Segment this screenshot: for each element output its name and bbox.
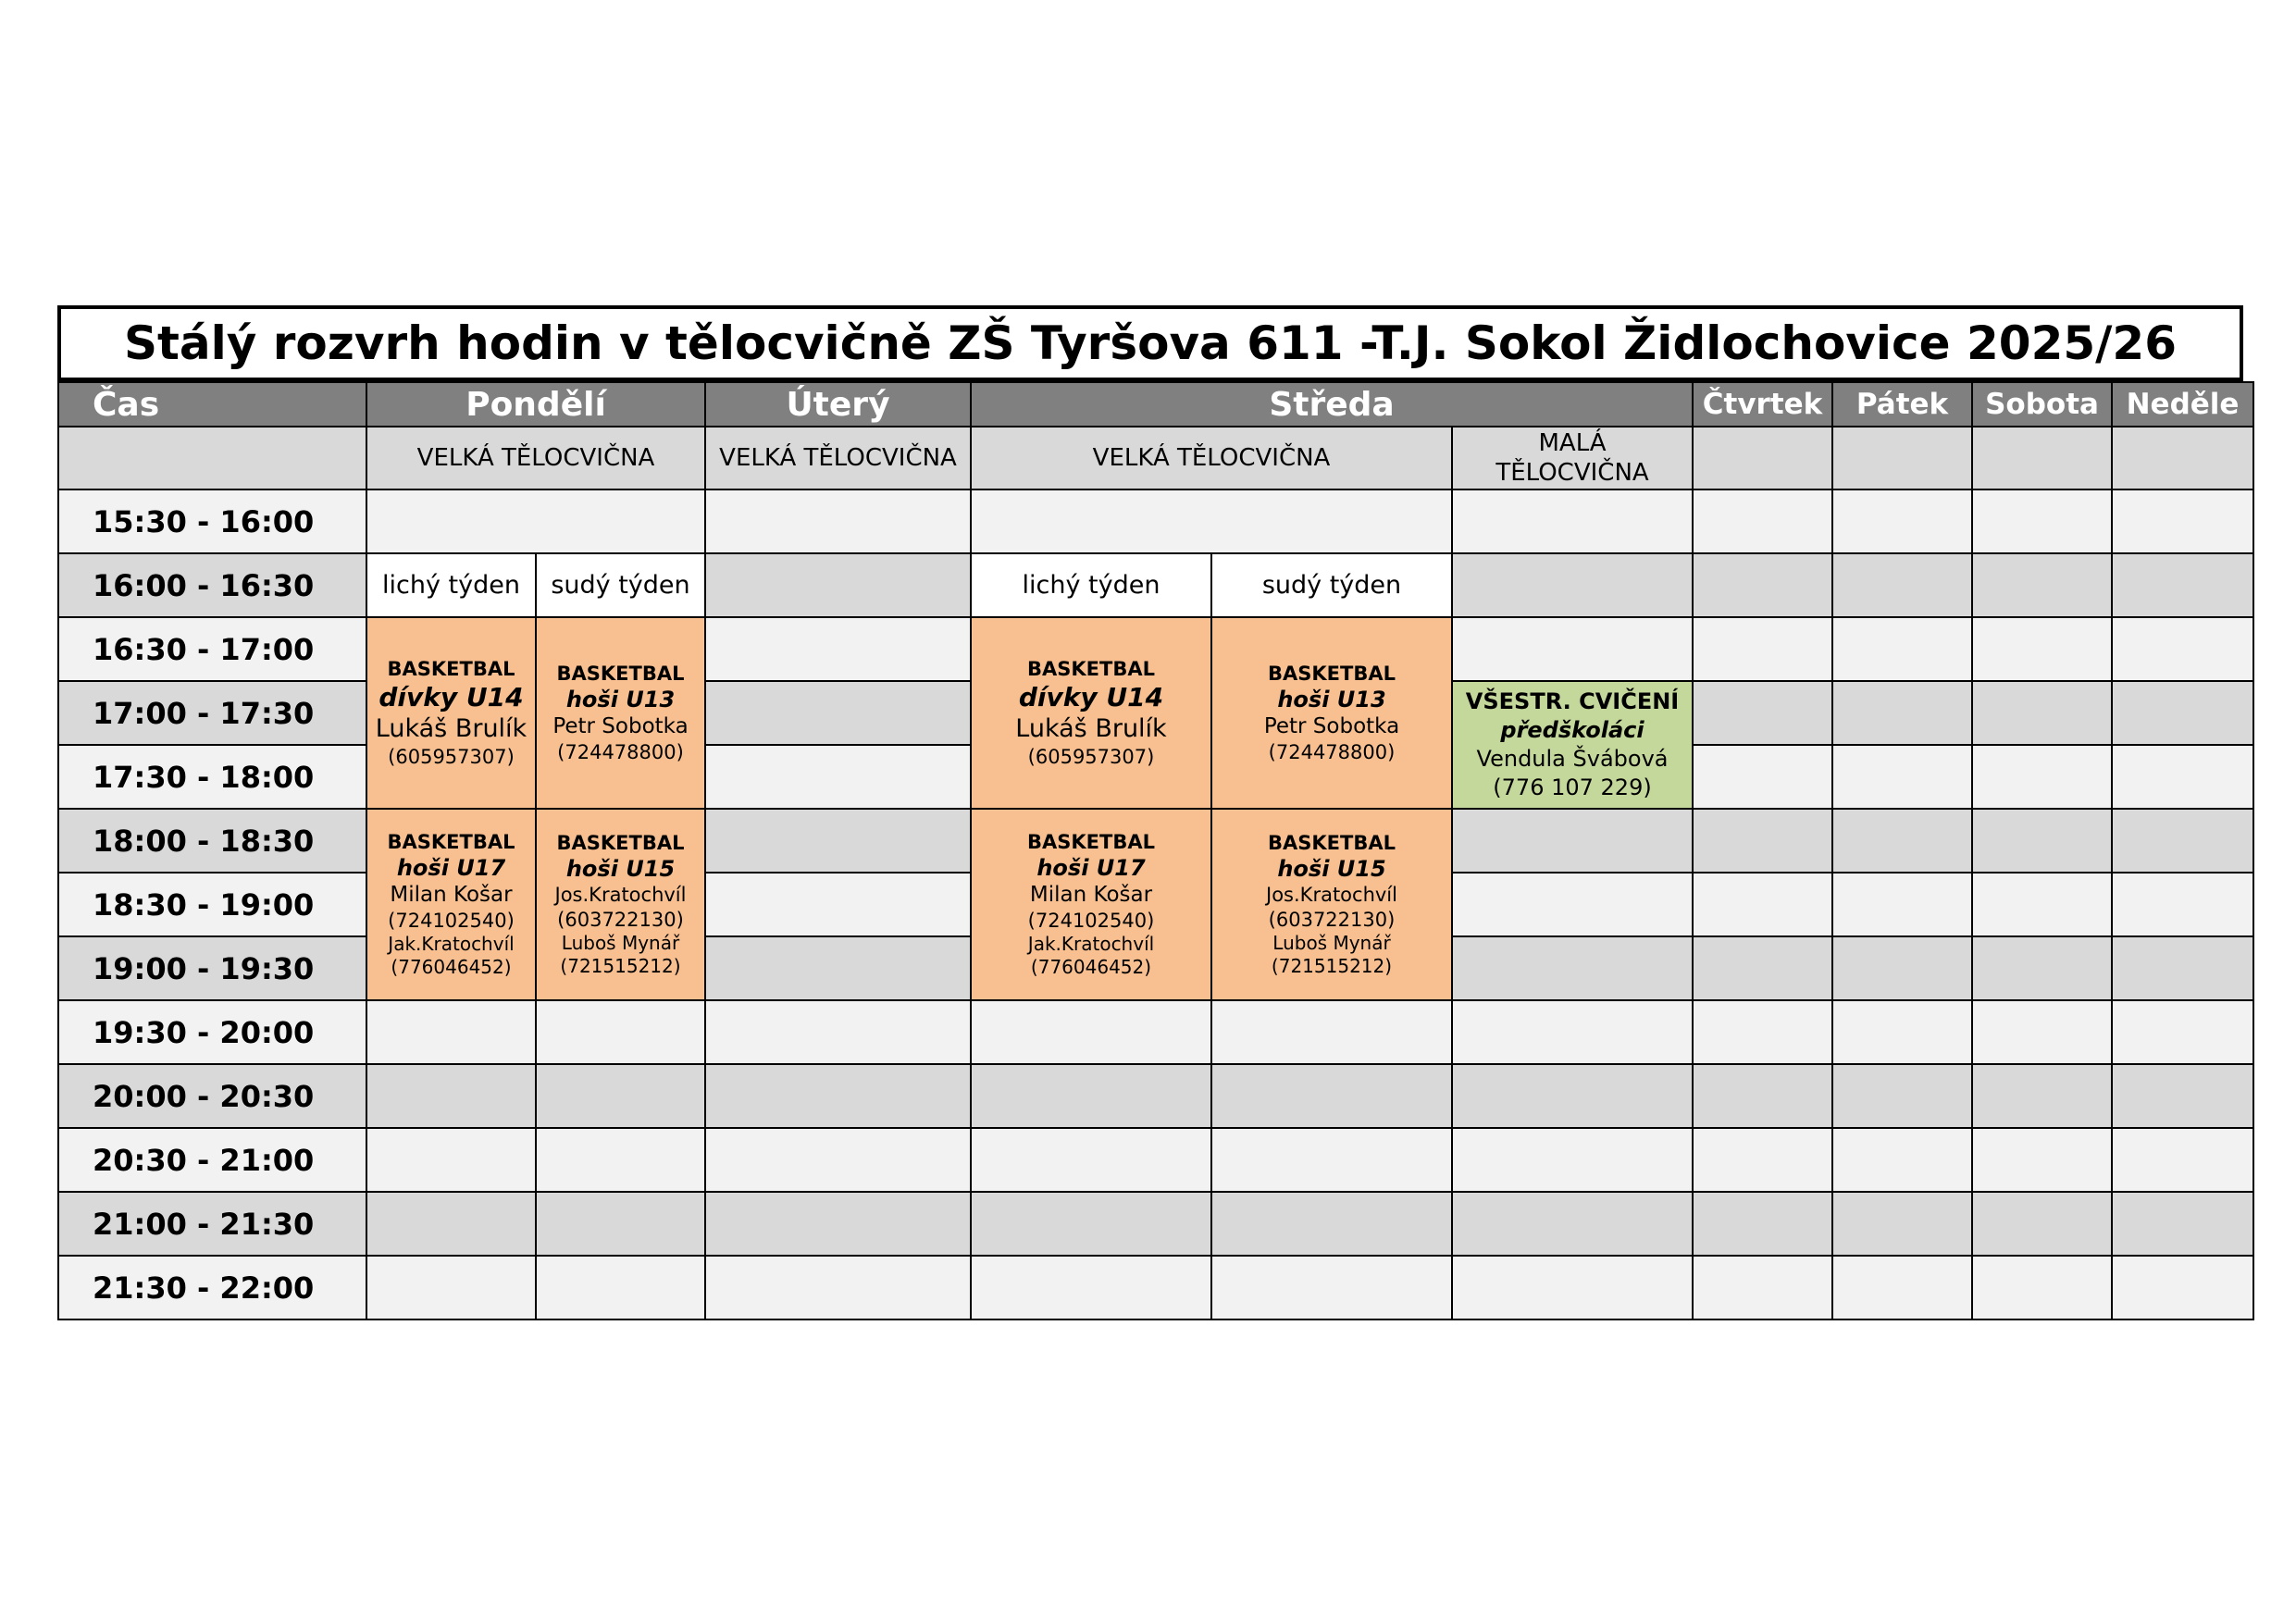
time-label: 16:30 - 17:00 <box>58 617 366 681</box>
time-label: 20:30 - 21:00 <box>58 1128 366 1192</box>
empty-cell <box>705 745 971 809</box>
empty-cell <box>2112 553 2253 617</box>
week-even-label: sudý týden <box>536 553 705 617</box>
empty-cell <box>2112 617 2253 681</box>
session-coach: Milan Košar <box>1029 883 1153 908</box>
page-title: Stálý rozvrh hodin v tělocvičně ZŠ Tyršova 611 -T.J. Sokol Židlochovice 2025/26 <box>57 305 2243 381</box>
session-coach: Petr Sobotka <box>1263 714 1400 739</box>
time-row <box>58 809 2253 873</box>
empty-cell <box>2112 1064 2253 1128</box>
session-phone-2: (721515212) <box>560 954 681 977</box>
time-row <box>58 1192 2253 1256</box>
empty-cell <box>1972 681 2112 745</box>
time-row <box>58 553 2253 617</box>
empty-cell <box>1452 936 1693 1000</box>
empty-cell <box>1972 809 2112 873</box>
empty-cell <box>1693 1192 1832 1256</box>
time-row <box>58 1128 2253 1192</box>
session-block-monday-hosi-u15 <box>536 809 705 1000</box>
empty-cell <box>1832 489 1972 553</box>
session-sport: BASKETBAL <box>556 662 685 685</box>
schedule-sheet <box>57 305 2243 1320</box>
session-phone: (603722130) <box>557 908 684 931</box>
session-coach: Jos.Kratochvíl <box>554 884 687 907</box>
week-odd-label: lichý týden <box>971 553 1211 617</box>
session-group: hoši U17 <box>396 855 506 882</box>
empty-cell <box>1832 1128 1972 1192</box>
time-label: 19:00 - 19:30 <box>58 936 366 1000</box>
empty-cell <box>1452 1192 1693 1256</box>
session-block-wednesday-divky-u14 <box>971 617 1211 809</box>
empty-cell <box>1832 809 1972 873</box>
time-label: 21:00 - 21:30 <box>58 1192 366 1256</box>
session-block-monday-hosi-u13 <box>536 617 705 809</box>
time-row <box>58 1064 2253 1128</box>
session-phone: (724478800) <box>1268 740 1396 763</box>
session-sport: BASKETBAL <box>1027 657 1155 680</box>
empty-cell <box>1211 1192 1452 1256</box>
empty-cell <box>971 1128 1211 1192</box>
empty-cell <box>705 617 971 681</box>
gym-thursday <box>1693 427 1832 489</box>
schedule-table <box>57 381 2254 1320</box>
empty-cell <box>536 1256 705 1319</box>
time-label: 19:30 - 20:00 <box>58 1000 366 1064</box>
session-group: hoši U13 <box>565 687 676 713</box>
time-label: 21:30 - 22:00 <box>58 1256 366 1319</box>
time-label: 17:00 - 17:30 <box>58 681 366 745</box>
day-header-row <box>58 382 2253 427</box>
empty-cell <box>1693 553 1832 617</box>
empty-cell <box>1452 1128 1693 1192</box>
empty-cell <box>705 681 971 745</box>
session-sport: BASKETBAL <box>1268 662 1396 685</box>
time-label: 18:00 - 18:30 <box>58 809 366 873</box>
time-label: 15:30 - 16:00 <box>58 489 366 553</box>
session-coach-2: Jak.Kratochvíl <box>1027 933 1155 956</box>
empty-cell <box>1972 1192 2112 1256</box>
empty-cell <box>1693 809 1832 873</box>
gym-wednesday-small <box>1452 427 1693 489</box>
empty-cell <box>2112 1256 2253 1319</box>
empty-cell <box>1832 553 1972 617</box>
time-label: 18:30 - 19:00 <box>58 873 366 936</box>
header-time: Čas <box>58 382 366 427</box>
empty-cell <box>971 1000 1211 1064</box>
session-phone-2: (721515212) <box>1271 954 1393 977</box>
session-block-wednesday-predskolaci <box>1452 681 1693 809</box>
session-block-wednesday-hosi-u13 <box>1211 617 1452 809</box>
empty-cell <box>1972 1000 2112 1064</box>
session-coach: Milan Košar <box>390 883 513 908</box>
gym-small-line2: TĚLOCVIČNA <box>1496 459 1649 487</box>
session-coach: Lukáš Brulík <box>1015 714 1167 744</box>
empty-cell <box>705 553 971 617</box>
empty-cell <box>2112 489 2253 553</box>
session-phone: (724478800) <box>557 740 684 763</box>
empty-cell <box>366 1000 536 1064</box>
session-group: hoši U17 <box>1036 855 1146 882</box>
week-even-label: sudý týden <box>1211 553 1452 617</box>
empty-cell <box>971 1256 1211 1319</box>
session-block-wednesday-hosi-u15 <box>1211 809 1452 1000</box>
session-group: dívky U14 <box>379 682 524 713</box>
session-group: předškoláci <box>1500 716 1644 743</box>
empty-cell <box>1693 1256 1832 1319</box>
gym-sunday <box>2112 427 2253 489</box>
empty-cell <box>2112 873 2253 936</box>
empty-cell <box>1693 681 1832 745</box>
empty-cell <box>1452 809 1693 873</box>
empty-cell <box>1452 1064 1693 1128</box>
empty-cell <box>2112 936 2253 1000</box>
session-block-wednesday-hosi-u17 <box>971 809 1211 1000</box>
gym-wednesday-large: VELKÁ TĚLOCVIČNA <box>971 427 1452 489</box>
header-sunday: Neděle <box>2112 382 2253 427</box>
empty-cell <box>1832 1192 1972 1256</box>
empty-cell <box>1211 1000 1452 1064</box>
empty-cell <box>366 1192 536 1256</box>
session-phone: (605957307) <box>1027 745 1155 768</box>
header-tuesday: Úterý <box>705 382 971 427</box>
time-row <box>58 1000 2253 1064</box>
session-coach: Lukáš Brulík <box>375 714 527 744</box>
header-wednesday: Středa <box>971 382 1693 427</box>
empty-cell <box>705 873 971 936</box>
session-phone-2: (776046452) <box>391 956 512 979</box>
empty-cell <box>536 1192 705 1256</box>
empty-cell <box>705 1000 971 1064</box>
empty-cell <box>2112 809 2253 873</box>
header-thursday: Čtvrtek <box>1693 382 1832 427</box>
empty-cell <box>2112 1128 2253 1192</box>
session-sport: BASKETBAL <box>387 657 515 680</box>
empty-cell <box>1693 745 1832 809</box>
session-phone: (724102540) <box>1027 909 1155 932</box>
empty-cell <box>1972 553 2112 617</box>
session-group: hoši U13 <box>1277 687 1386 713</box>
week-odd-label: lichý týden <box>366 553 536 617</box>
empty-cell <box>1972 873 2112 936</box>
empty-cell <box>1693 873 1832 936</box>
empty-cell <box>1452 1256 1693 1319</box>
time-row <box>58 617 2253 681</box>
gym-small-line1: MALÁ <box>1538 429 1607 457</box>
empty-cell <box>1972 617 2112 681</box>
session-block-monday-hosi-u17 <box>366 809 536 1000</box>
time-label: 17:30 - 18:00 <box>58 745 366 809</box>
empty-cell <box>705 809 971 873</box>
empty-cell <box>1972 1128 2112 1192</box>
empty-cell <box>1211 1128 1452 1192</box>
empty-cell <box>1693 1064 1832 1128</box>
empty-cell <box>705 936 971 1000</box>
empty-cell <box>1211 1064 1452 1128</box>
session-coach-2: Jak.Kratochvíl <box>388 933 515 956</box>
empty-cell <box>1693 936 1832 1000</box>
empty-cell <box>2112 745 2253 809</box>
session-phone-2: (776046452) <box>1030 956 1152 979</box>
time-label: 20:00 - 20:30 <box>58 1064 366 1128</box>
session-coach: Vendula Švábová <box>1476 746 1669 772</box>
gym-tuesday-large: VELKÁ TĚLOCVIČNA <box>705 427 971 489</box>
empty-cell <box>1693 1000 1832 1064</box>
empty-cell <box>1832 1064 1972 1128</box>
session-phone: (603722130) <box>1268 908 1396 931</box>
gym-empty-cell <box>58 427 366 489</box>
empty-cell <box>1832 745 1972 809</box>
empty-cell <box>1452 873 1693 936</box>
session-block-monday-divky-u14 <box>366 617 536 809</box>
empty-cell <box>705 1256 971 1319</box>
session-phone: (776 107 229) <box>1493 774 1652 801</box>
session-sport: BASKETBAL <box>387 830 515 853</box>
session-group: hoši U15 <box>1277 856 1386 883</box>
empty-cell <box>2112 681 2253 745</box>
header-saturday: Sobota <box>1972 382 2112 427</box>
session-sport: BASKETBAL <box>556 832 685 855</box>
gym-monday-large: VELKÁ TĚLOCVIČNA <box>366 427 705 489</box>
empty-cell <box>366 1256 536 1319</box>
empty-cell <box>705 489 971 553</box>
empty-cell <box>1972 1064 2112 1128</box>
empty-cell <box>1972 745 2112 809</box>
empty-cell <box>1211 1256 1452 1319</box>
empty-cell <box>1693 617 1832 681</box>
empty-cell <box>1972 936 2112 1000</box>
empty-cell <box>1832 936 1972 1000</box>
session-group: dívky U14 <box>1018 682 1164 713</box>
session-coach-2: Luboš Mynář <box>561 931 680 954</box>
empty-cell <box>1452 617 1693 681</box>
session-sport: BASKETBAL <box>1268 832 1396 855</box>
session-title: VŠESTR. CVIČENÍ <box>1465 688 1680 714</box>
empty-cell <box>1832 617 1972 681</box>
session-group: hoši U15 <box>565 856 676 883</box>
empty-cell <box>1832 681 1972 745</box>
empty-cell <box>1452 1000 1693 1064</box>
empty-cell <box>1832 873 1972 936</box>
time-row <box>58 1256 2253 1319</box>
empty-cell <box>1452 489 1693 553</box>
empty-cell <box>705 1192 971 1256</box>
header-monday: Pondělí <box>366 382 705 427</box>
empty-cell <box>1832 1256 1972 1319</box>
empty-cell <box>1972 489 2112 553</box>
session-phone: (605957307) <box>388 745 515 768</box>
empty-cell <box>366 1128 536 1192</box>
empty-cell <box>1693 1128 1832 1192</box>
empty-cell <box>536 1128 705 1192</box>
session-coach: Jos.Kratochvíl <box>1266 884 1397 907</box>
empty-cell <box>705 1064 971 1128</box>
empty-cell <box>705 1128 971 1192</box>
empty-cell <box>1972 1256 2112 1319</box>
empty-cell <box>2112 1000 2253 1064</box>
empty-cell <box>971 489 1452 553</box>
empty-cell <box>971 1064 1211 1128</box>
empty-cell <box>2112 1192 2253 1256</box>
empty-cell <box>536 1064 705 1128</box>
empty-cell <box>1832 1000 1972 1064</box>
empty-cell <box>366 489 705 553</box>
session-coach-2: Luboš Mynář <box>1272 931 1391 954</box>
time-row <box>58 489 2253 553</box>
gym-row <box>58 427 2253 489</box>
empty-cell <box>536 1000 705 1064</box>
header-friday: Pátek <box>1832 382 1972 427</box>
gym-saturday <box>1972 427 2112 489</box>
gym-friday <box>1832 427 1972 489</box>
empty-cell <box>1693 489 1832 553</box>
time-label: 16:00 - 16:30 <box>58 553 366 617</box>
empty-cell <box>366 1064 536 1128</box>
session-coach: Petr Sobotka <box>552 714 689 739</box>
empty-cell <box>1452 553 1693 617</box>
empty-cell <box>971 1192 1211 1256</box>
session-phone: (724102540) <box>388 909 515 932</box>
session-sport: BASKETBAL <box>1027 830 1155 853</box>
